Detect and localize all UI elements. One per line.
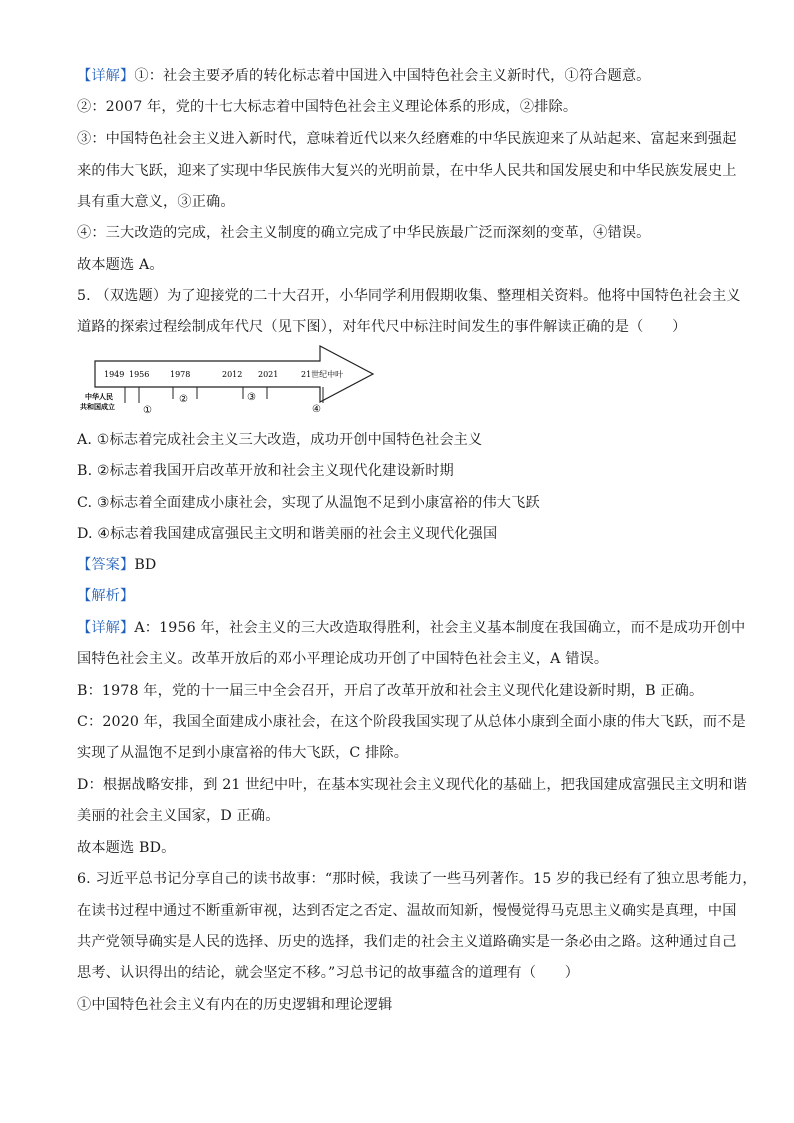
marker-1: ① bbox=[143, 405, 152, 416]
line-text: B：1978 年，党的十一届三中全会召开，开启了改革开放和社会主义现代化建设新时期，B 正确。 bbox=[77, 683, 704, 699]
start-label-1: 中华人民 bbox=[85, 392, 113, 401]
text-line bbox=[77, 775, 747, 795]
text-line bbox=[77, 255, 164, 275]
year-2012: 2012 bbox=[222, 370, 243, 379]
text-line bbox=[77, 743, 408, 763]
line-text: 国特色社会主义。改革开放后的邓小平理论成功开创了中国特色社会主义，A 错误。 bbox=[77, 651, 609, 667]
analysis-heading bbox=[77, 586, 134, 606]
option-d bbox=[77, 524, 497, 544]
text-line bbox=[77, 681, 703, 701]
text-line bbox=[77, 649, 608, 669]
line-text: ③：中国特色社会主义进入新时代，意味着近代以来久经磨难的中华民族迎来了从站起来、富起来到强起 bbox=[77, 131, 737, 147]
analysis-tag: 【解析】 bbox=[77, 588, 135, 604]
year-1956: 1956 bbox=[129, 370, 150, 379]
text-line bbox=[77, 192, 235, 212]
line-text: 道路的探索过程绘制成年代尺（见下图），对年代尺中标注时间发生的事件解读正确的是（ ） bbox=[77, 319, 687, 335]
answer-text: BD bbox=[134, 557, 157, 573]
line-text: ②：2007 年，党的十七大标志着中国特色社会主义理论体系的形成，②排除。 bbox=[77, 99, 578, 115]
year-2021: 2021 bbox=[258, 370, 279, 379]
line-text: ①中国特色社会主义有内在的历史逻辑和理论逻辑 bbox=[77, 997, 393, 1013]
text-line bbox=[77, 712, 746, 732]
line-text: 5. （双选题）为了迎接党的二十大召开，小华同学利用假期收集、整理相关资料。他将中国特色社会主义 bbox=[77, 288, 741, 304]
line-text: D. ④标志着我国建成富强民主文明和谐美丽的社会主义现代化强国 bbox=[77, 526, 498, 542]
text-line bbox=[77, 901, 737, 921]
line-text: ①：社会主要矛盾的转化标志着中国进入中国特色社会主义新时代，①符合题意。 bbox=[134, 68, 651, 84]
line-text: 实现了从温饱不足到小康富裕的伟大飞跃，C 排除。 bbox=[77, 745, 409, 761]
line-text: A：1956 年，社会主义的三大改造取得胜利，社会主义基本制度在我国确立，而不是成功开创中 bbox=[134, 620, 746, 636]
marker-4: ④ bbox=[312, 404, 321, 415]
text-line bbox=[77, 223, 651, 243]
section-tag: 【详解】 bbox=[77, 68, 135, 84]
text-line bbox=[77, 129, 737, 149]
option-b bbox=[77, 461, 454, 481]
text-line bbox=[77, 618, 745, 638]
option-c bbox=[77, 493, 540, 513]
marker-2: ② bbox=[179, 394, 188, 405]
line-text: 具有重大意义，③正确。 bbox=[77, 194, 235, 210]
text-line bbox=[77, 806, 280, 826]
line-text: 6. 习近平总书记分享自己的读书故事：“那时候，我读了一些马列著作。15 岁的我已经有了独立思考能力， bbox=[77, 871, 757, 887]
line-text: C：2020 年，我国全面建成小康社会，在这个阶段我国实现了从总体小康到全面小康的伟大飞跃，而不是 bbox=[77, 714, 746, 730]
answer-line bbox=[77, 555, 156, 575]
timeline-figure bbox=[77, 343, 377, 417]
text-line bbox=[77, 838, 175, 858]
text-line bbox=[77, 161, 737, 181]
line-text: 共产党领导确实是人民的选择、历史的选择，我们走的社会主义道路确实是一条必由之路。这种通过自己 bbox=[77, 934, 737, 950]
line-text: C. ③标志着全面建成小康社会，实现了从温饱不足到小康富裕的伟大飞跃 bbox=[77, 495, 540, 511]
line-text: ④：三大改造的完成，社会主义制度的确立完成了中华民族最广泛而深刻的变革，④错误。 bbox=[77, 225, 651, 241]
line-text: 在读书过程中通过不断重新审视，达到否定之否定、温故而知新，慢慢觉得马克思主义确实是真理，中国 bbox=[77, 903, 737, 919]
year-21c-mid: 21世纪中叶 bbox=[301, 370, 344, 379]
text-line bbox=[77, 932, 737, 952]
option-a bbox=[77, 430, 482, 450]
line-text: 来的伟大飞跃，迎来了实现中华民族伟大复兴的光明前景，在中华人民共和国发展史和中华民族发展史上 bbox=[77, 163, 737, 179]
year-1949: 1949 bbox=[104, 370, 125, 379]
text-line bbox=[77, 963, 579, 983]
line-text: A. ①标志着完成社会主义三大改造，成功开创中国特色社会主义 bbox=[77, 432, 483, 448]
line-text: 思考、认识得出的结论，就会坚定不移。”习总书记的故事蕴含的道理有（ ） bbox=[77, 965, 580, 981]
question-5-stem bbox=[77, 286, 741, 306]
start-label-2: 共和国成立 bbox=[80, 402, 115, 411]
marker-3: ③ bbox=[247, 392, 256, 403]
line-text: 故本题选 BD。 bbox=[77, 840, 176, 856]
line-text: B. ②标志着我国开启改革开放和社会主义现代化建设新时期 bbox=[77, 463, 454, 479]
question-6-stem bbox=[77, 869, 757, 889]
year-1978: 1978 bbox=[170, 370, 191, 379]
text-line bbox=[77, 66, 651, 86]
text-line bbox=[77, 317, 686, 337]
section-tag: 【详解】 bbox=[77, 620, 135, 636]
text-line bbox=[77, 995, 392, 1015]
answer-tag: 【答案】 bbox=[77, 557, 135, 573]
line-text: 美丽的社会主义国家，D 正确。 bbox=[77, 808, 280, 824]
line-text: D：根据战略安排，到 21 世纪中叶，在基本实现社会主义现代化的基础上，把我国建成富强民主文明和谐 bbox=[77, 777, 748, 793]
line-text: 故本题选 A。 bbox=[77, 257, 164, 273]
text-line bbox=[77, 97, 577, 117]
